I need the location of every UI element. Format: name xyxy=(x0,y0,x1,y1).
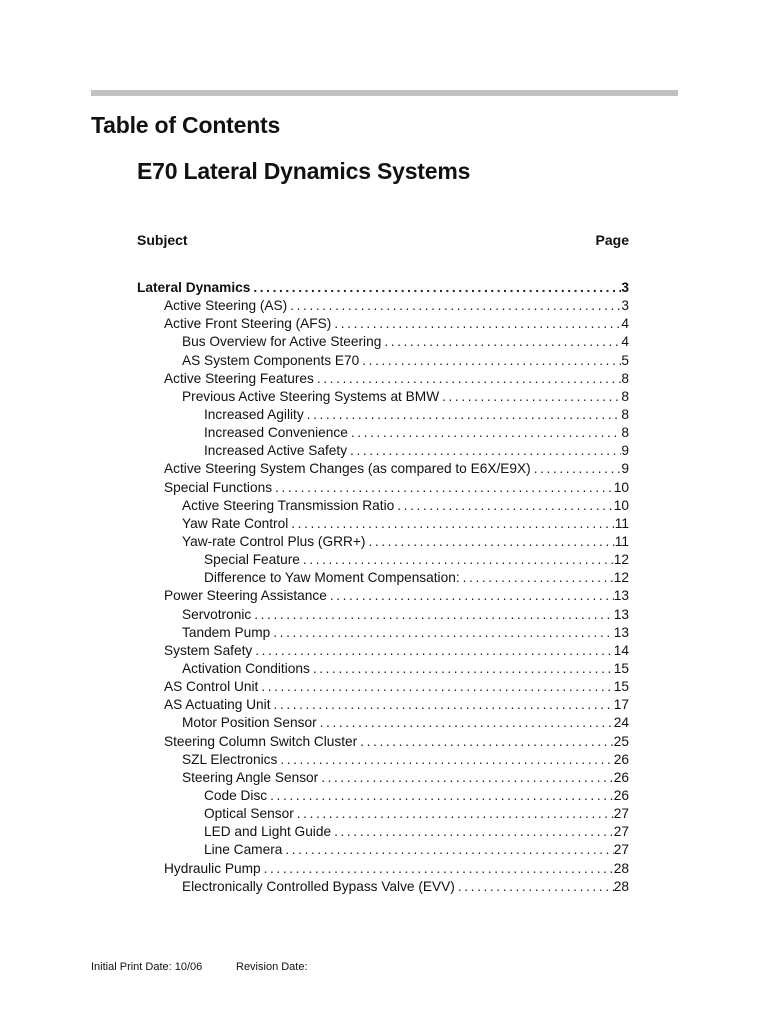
dot-leader xyxy=(362,352,621,370)
toc-entry[interactable] xyxy=(137,787,629,805)
toc-entry[interactable] xyxy=(137,406,629,424)
dot-leader xyxy=(384,333,621,351)
toc-entry-title: Optical Sensor xyxy=(204,806,294,822)
toc-entry-page: 15 xyxy=(613,660,629,676)
toc-entry[interactable] xyxy=(137,460,629,478)
toc-entry[interactable] xyxy=(137,823,629,841)
toc-entry-page: 3 xyxy=(621,298,629,314)
dot-leader xyxy=(360,733,614,751)
toc-entry[interactable] xyxy=(137,497,629,515)
dot-leader xyxy=(463,569,614,587)
dot-leader xyxy=(350,442,621,460)
dot-leader xyxy=(458,878,614,896)
dot-leader xyxy=(313,660,614,678)
toc-entry-title: Active Steering Transmission Ratio xyxy=(182,497,395,513)
dot-leader xyxy=(273,624,614,642)
toc-entry-title: Previous Active Steering Systems at BMW xyxy=(182,388,440,404)
dot-leader xyxy=(321,769,614,787)
dot-leader xyxy=(253,279,621,297)
dot-leader xyxy=(334,823,614,841)
toc-entry-page: 27 xyxy=(613,842,629,858)
dot-leader xyxy=(320,714,614,732)
toc-entry-title: Active Steering System Changes (as compared to E6X/E9X) xyxy=(164,461,531,477)
toc-entry-page: 27 xyxy=(613,824,629,840)
dot-leader xyxy=(442,388,621,406)
toc-entry-page: 12 xyxy=(613,552,629,568)
toc-entry-page: 4 xyxy=(621,316,629,332)
toc-entry[interactable] xyxy=(137,860,629,878)
toc-entry[interactable] xyxy=(137,479,629,497)
dot-leader xyxy=(274,696,614,714)
toc-entry-title: AS System Components E70 xyxy=(182,352,360,368)
toc-entry-title: AS Control Unit xyxy=(164,679,259,695)
table-of-contents xyxy=(137,279,629,896)
toc-entry-page: 13 xyxy=(613,624,629,640)
toc-entry[interactable] xyxy=(137,878,629,896)
toc-entry[interactable] xyxy=(137,587,629,605)
subject-column-header: Subject xyxy=(137,232,188,248)
toc-entry-page: 14 xyxy=(613,642,629,658)
dot-leader xyxy=(534,460,622,478)
toc-entry-page: 8 xyxy=(621,425,629,441)
initial-print-date: Initial Print Date: 10/06 xyxy=(91,961,203,973)
toc-entry[interactable] xyxy=(137,733,629,751)
toc-entry-page: 8 xyxy=(621,388,629,404)
toc-entry-page: 4 xyxy=(621,334,629,350)
dot-leader xyxy=(285,841,613,859)
toc-entry-title: Code Disc xyxy=(204,787,268,803)
dot-leader xyxy=(280,751,613,769)
dot-leader xyxy=(290,297,621,315)
dot-leader xyxy=(368,533,614,551)
toc-entry[interactable] xyxy=(137,769,629,787)
toc-entry-page: 13 xyxy=(613,588,629,604)
toc-entry[interactable] xyxy=(137,424,629,442)
toc-entry-page: 8 xyxy=(621,406,629,422)
toc-entry[interactable] xyxy=(137,624,629,642)
toc-entry-page: 8 xyxy=(621,370,629,386)
toc-entry-page: 9 xyxy=(621,443,629,459)
dot-leader xyxy=(307,406,622,424)
toc-entry-title: Active Steering (AS) xyxy=(164,298,288,314)
toc-entry-page: 12 xyxy=(613,570,629,586)
dot-leader xyxy=(297,805,614,823)
toc-entry-title: Steering Angle Sensor xyxy=(182,769,319,785)
toc-entry-page: 26 xyxy=(613,787,629,803)
toc-entry-title: Hydraulic Pump xyxy=(164,860,261,876)
toc-entry[interactable] xyxy=(137,678,629,696)
toc-entry-title: Active Front Steering (AFS) xyxy=(164,316,332,332)
toc-entry-title: Lateral Dynamics xyxy=(137,280,251,295)
top-rule xyxy=(91,90,678,96)
toc-entry-page: 13 xyxy=(613,606,629,622)
dot-leader xyxy=(334,315,621,333)
dot-leader xyxy=(255,642,614,660)
toc-entry[interactable] xyxy=(137,442,629,460)
dot-leader xyxy=(275,479,614,497)
toc-entry-page: 9 xyxy=(621,461,629,477)
toc-entry-page: 26 xyxy=(613,751,629,767)
page-title: Table of Contents xyxy=(91,112,281,138)
toc-entry-page: 28 xyxy=(613,878,629,894)
toc-entry-page: 25 xyxy=(613,733,629,749)
toc-entry-title: Yaw-rate Control Plus (GRR+) xyxy=(182,533,366,549)
toc-entry-title: Special Functions xyxy=(164,479,273,495)
toc-entry[interactable] xyxy=(137,569,629,587)
toc-entry-page: 10 xyxy=(613,497,629,513)
dot-leader xyxy=(270,787,614,805)
toc-entry[interactable] xyxy=(137,606,629,624)
toc-entry-page: 15 xyxy=(613,679,629,695)
toc-entry[interactable] xyxy=(137,370,629,388)
toc-entry-title: Increased Agility xyxy=(204,406,304,422)
toc-entry[interactable] xyxy=(137,333,629,351)
toc-entry-title: Yaw Rate Control xyxy=(182,515,289,531)
toc-entry-title: Difference to Yaw Moment Compensation: xyxy=(204,570,460,586)
toc-entry-title: Line Camera xyxy=(204,842,283,858)
dot-leader xyxy=(261,678,613,696)
toc-entry-title: Active Steering Features xyxy=(164,370,314,386)
toc-entry-page: 11 xyxy=(614,533,629,549)
toc-entry-title: Power Steering Assistance xyxy=(164,588,327,604)
toc-entry[interactable] xyxy=(137,515,629,533)
toc-entry[interactable] xyxy=(137,533,629,551)
toc-entry[interactable] xyxy=(137,642,629,660)
toc-entry[interactable] xyxy=(137,696,629,714)
toc-entry-title: Electronically Controlled Bypass Valve (EVV) xyxy=(182,878,455,894)
toc-entry-title: Increased Active Safety xyxy=(204,443,348,459)
toc-entry-page: 27 xyxy=(613,806,629,822)
toc-entry[interactable] xyxy=(137,841,629,859)
toc-entry[interactable] xyxy=(137,805,629,823)
toc-entry-title: Activation Conditions xyxy=(182,660,310,676)
dot-leader xyxy=(330,587,614,605)
toc-entry-page: 11 xyxy=(614,515,629,531)
toc-entry-page: 28 xyxy=(613,860,629,876)
toc-entry-page: 26 xyxy=(613,769,629,785)
dot-leader xyxy=(254,606,614,624)
toc-entry[interactable] xyxy=(137,714,629,732)
dot-leader xyxy=(291,515,615,533)
toc-entry[interactable] xyxy=(137,751,629,769)
toc-entry-title: Steering Column Switch Cluster xyxy=(164,733,358,749)
toc-entry-title: Tandem Pump xyxy=(182,624,271,640)
document-subtitle: E70 Lateral Dynamics Systems xyxy=(137,158,471,184)
page-column-header: Page xyxy=(595,232,629,248)
toc-entry-page: 24 xyxy=(613,715,629,731)
toc-entry-title: Servotronic xyxy=(182,606,252,622)
toc-entry-page: 17 xyxy=(613,697,629,713)
toc-entry-title: Special Feature xyxy=(204,552,300,568)
toc-entry-title: LED and Light Guide xyxy=(204,824,332,840)
dot-leader xyxy=(303,551,614,569)
toc-entry[interactable] xyxy=(137,551,629,569)
dot-leader xyxy=(397,497,614,515)
toc-entry-page: 10 xyxy=(613,479,629,495)
toc-entry[interactable] xyxy=(137,279,629,297)
dot-leader xyxy=(264,860,614,878)
dot-leader xyxy=(351,424,622,442)
toc-entry-title: System Safety xyxy=(164,642,253,658)
toc-entry-title: Bus Overview for Active Steering xyxy=(182,334,382,350)
toc-entry[interactable] xyxy=(137,388,629,406)
toc-entry[interactable] xyxy=(137,352,629,370)
toc-entry-title: Motor Position Sensor xyxy=(182,715,317,731)
dot-leader xyxy=(317,370,622,388)
revision-date: Revision Date: xyxy=(236,961,308,973)
toc-entry[interactable] xyxy=(137,315,629,333)
toc-entry-page: 3 xyxy=(621,280,629,295)
toc-entry-title: SZL Electronics xyxy=(182,751,278,767)
toc-entry-page: 5 xyxy=(621,352,629,368)
toc-entry-title: Increased Convenience xyxy=(204,425,348,441)
toc-entry-title: AS Actuating Unit xyxy=(164,697,271,713)
toc-entry[interactable] xyxy=(137,660,629,678)
toc-entry[interactable] xyxy=(137,297,629,315)
